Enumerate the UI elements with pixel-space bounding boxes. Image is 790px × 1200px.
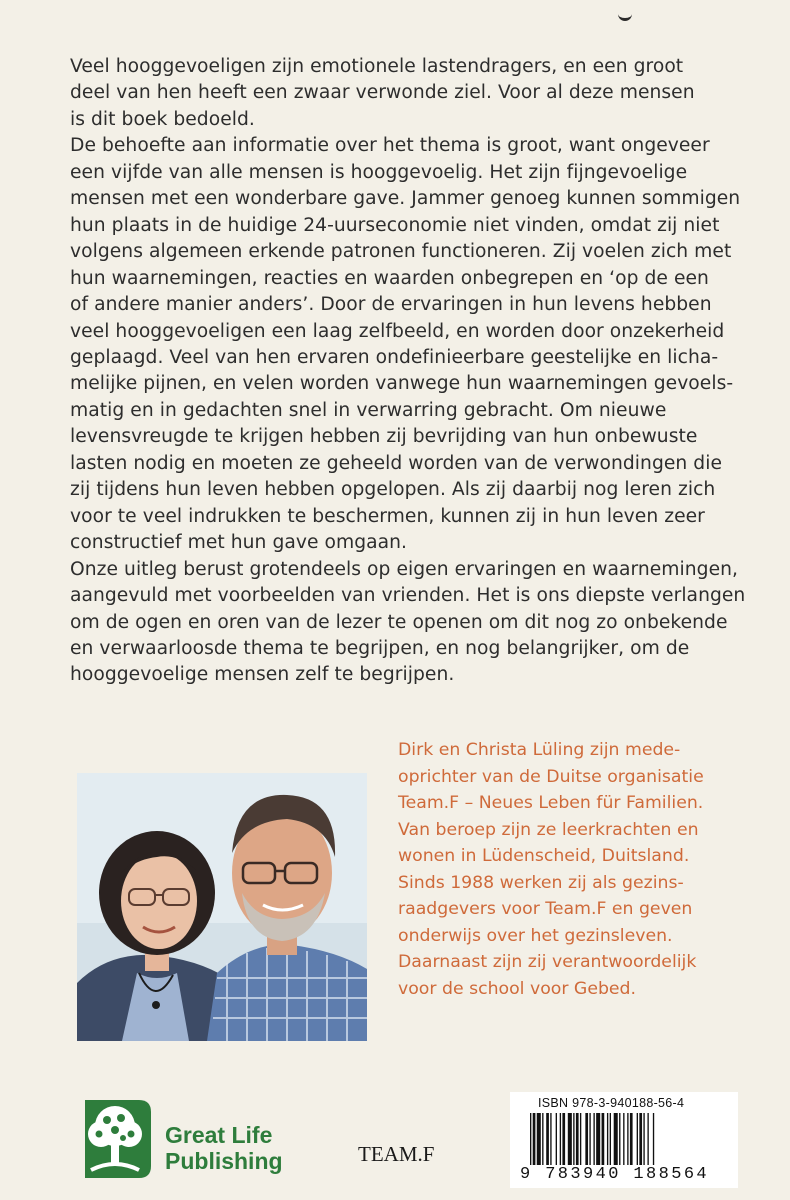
bio-line: Dirk en Christa Lüling zijn mede- xyxy=(398,740,681,760)
blurb-line: en verwaarloosde thema te begrijpen, en nog belangrijker, om de xyxy=(70,637,690,659)
barcode-bar xyxy=(627,1113,628,1165)
barcode-panel xyxy=(510,1092,738,1188)
barcode-bar xyxy=(637,1113,638,1165)
barcode-bar xyxy=(530,1113,531,1165)
barcode-bar xyxy=(580,1113,581,1165)
barcode-bar xyxy=(546,1113,549,1165)
blurb-line: volgens algemeen erkende patronen functioneren. Zij voelen zich met xyxy=(70,241,732,263)
blurb-line: Onze uitleg berust grotendeels op eigen ervaringen en waarnemingen, xyxy=(70,558,739,580)
barcode-bar xyxy=(619,1113,620,1165)
blurb-line: constructief met hun gave omgaan. xyxy=(70,532,408,554)
blurb-line: om de ogen en oren van de lezer te openen om dit nog zo onbekende xyxy=(70,611,728,633)
barcode-bar xyxy=(607,1113,608,1165)
bio-line: wonen in Lüdenscheid, Duitsland. xyxy=(398,846,690,866)
barcode-bar xyxy=(556,1113,557,1165)
barcode-bar xyxy=(653,1113,654,1165)
blurb-line: veel hooggevoeligen een laag zelfbeeld, en worden door onzekerheid xyxy=(70,320,725,342)
blurb-line: of andere manier anders’. Door de ervaringen in hun levens hebben xyxy=(70,294,712,316)
barcode-bar xyxy=(589,1113,590,1165)
bio-line: onderwijs over het gezinsleven. xyxy=(398,925,673,946)
tree-logo-icon xyxy=(77,1096,161,1182)
blurb-line: deel van hen heeft een zwaar verwonde ziel. Voor al deze mensen xyxy=(70,82,695,104)
bio-line: Team.F – Neues Leben für Familien. xyxy=(398,793,704,813)
blurb-line: Veel hooggevoeligen zijn emotionele lastendragers, en een groot xyxy=(70,56,684,77)
bio-line: oprichter van de Duitse organisatie xyxy=(398,766,704,787)
bio-line: Daarnaast zijn zij verantwoordelijk xyxy=(398,952,697,972)
barcode-bar xyxy=(560,1113,561,1165)
barcode-bar xyxy=(568,1113,572,1165)
barcode-bar xyxy=(596,1113,600,1165)
isbn-label: ISBN 978-3-940188-56-4 xyxy=(538,1096,685,1110)
bio-line: Van beroep zijn ze leerkrachten en xyxy=(398,819,699,840)
blurb-line: hooggevoelige mensen zelf te begrijpen. xyxy=(70,664,455,686)
barcode-bar xyxy=(533,1113,536,1165)
back-cover-blurb xyxy=(70,54,750,689)
barcode-bar xyxy=(573,1113,574,1165)
barcode-bar xyxy=(630,1113,633,1165)
barcode-bar xyxy=(550,1113,551,1165)
top-mark xyxy=(618,10,632,21)
blurb-line: hun waarnemingen, reacties en waarden onbegrepen en ‘op de een xyxy=(70,267,709,289)
blurb-line: voor te veel indrukken te beschermen, kunnen zij in hun leven zeer xyxy=(70,505,705,527)
blurb-line: levensvreugde te krijgen hebben zij bevrijding van hun onbewuste xyxy=(70,426,698,448)
author-couple-photo xyxy=(77,773,367,1041)
barcode-bar xyxy=(610,1113,611,1165)
blurb-line: aangevuld met voorbeelden van vrienden. Het is ons diepste verlangen xyxy=(70,585,746,607)
author-bio xyxy=(398,737,768,1002)
publisher-logo xyxy=(77,1096,297,1182)
bio-line: raadgevers voor Team.F en geven xyxy=(398,899,693,919)
barcode-bar xyxy=(562,1113,565,1165)
barcode-bar xyxy=(647,1113,648,1165)
publisher-name-line2: Publishing xyxy=(165,1148,283,1174)
blurb-line: De behoefte aan informatie over het thema is groot, want ongeveer xyxy=(70,135,710,157)
barcode-bar xyxy=(542,1113,543,1165)
blurb-line: geplaagd. Veel van hen ervaren ondefinieerbare geestelijke en licha- xyxy=(70,346,719,368)
blurb-line: matig en in gedachten snel in verwarring gebracht. Om nieuwe xyxy=(70,399,667,421)
barcode-bar xyxy=(576,1113,579,1165)
blurb-line: melijke pijnen, en velen worden vanwege hun waarnemingen gevoels- xyxy=(70,373,734,395)
blurb-line: lasten nodig en moeten ze geheeld worden van de verwondingen die xyxy=(70,452,722,474)
bio-line: Sinds 1988 werken zij als gezins- xyxy=(398,872,684,893)
barcode-bar xyxy=(602,1113,605,1165)
barcode-bar xyxy=(639,1113,642,1165)
barcode-icon xyxy=(528,1113,724,1169)
barcode-bar xyxy=(623,1113,624,1165)
barcode-bar xyxy=(614,1113,618,1165)
publisher-name-line1: Great Life xyxy=(165,1122,273,1148)
barcode-bar xyxy=(643,1113,644,1165)
barcode-bar xyxy=(537,1113,541,1165)
bio-line: voor de school voor Gebed. xyxy=(398,978,637,999)
blurb-line: mensen met een wonderbare gave. Jammer genoeg kunnen sommigen xyxy=(70,188,741,210)
barcode-bar xyxy=(585,1113,588,1165)
author-photo-illustration xyxy=(77,773,367,1041)
publisher-name xyxy=(165,1122,283,1174)
blurb-line: hun plaats in de huidige 24-uurseconomie niet vinden, omdat zij niet xyxy=(70,214,720,236)
blurb-line: een vijfde van alle mensen is hooggevoelig. Het zijn fijngevoelige xyxy=(70,161,688,183)
imprint-label: TEAM.F xyxy=(358,1142,435,1166)
barcode-digits: 9 783940 188564 xyxy=(520,1165,710,1184)
blurb-line: is dit boek bedoeld. xyxy=(70,108,255,130)
blurb-line: zij tijdens hun leven hebben opgelopen. Als zij daarbij nog leren zich xyxy=(70,479,716,501)
barcode-bar xyxy=(593,1113,594,1165)
